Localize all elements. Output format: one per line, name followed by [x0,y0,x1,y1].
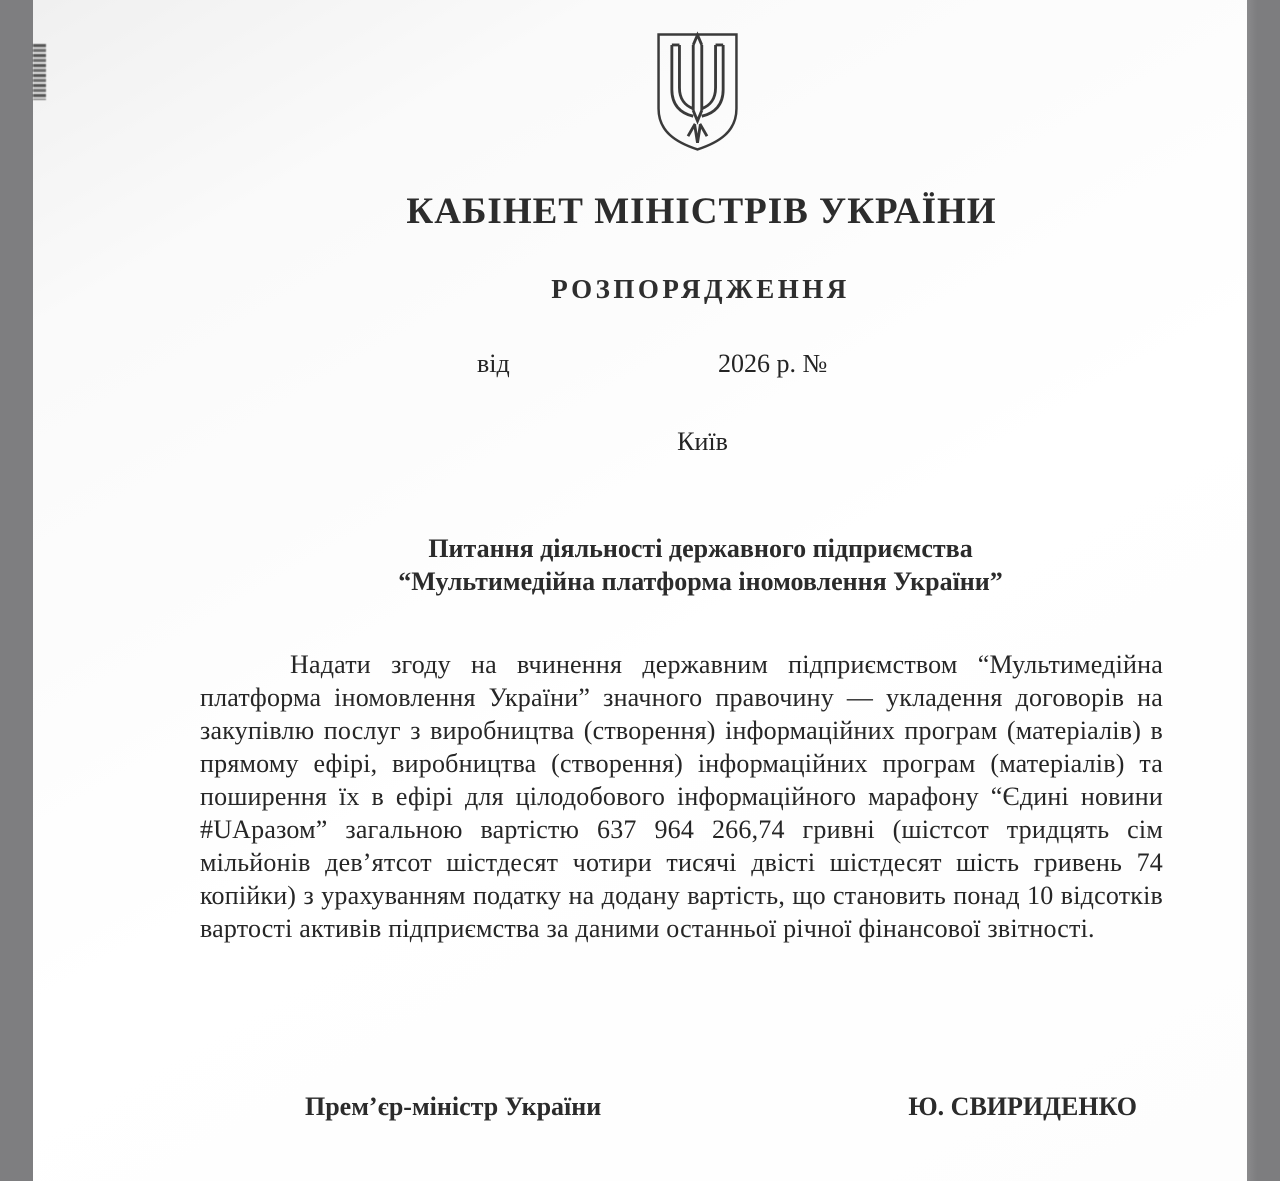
signer-name-label: Ю. СВИРИДЕНКО [908,1092,1137,1121]
document-title-line1: Питання діяльності державного підприємства [428,534,973,563]
body-paragraph: Надати згоду на вчинення державним підприємством “Мультимедійна платформа іномовлення України” значного правочину — укладення договорів на закупівлю послуг з виробництва (створення) інформаційних програм (матеріалів) в прямому ефірі, виробництва (створення) інформаційних програм (матеріалів) та поширення їх в ефірі для цілодобового інформаційного марафону “Єдині новини #UAразом” загальною вартістю 637 964 266,74 гривні (шістсот тридцять сім мільйонів дев’ятсот шістдесят чотири тисячі двісті шістдесят шість гривень 74 копійки) з урахуванням податку на додану вартість, що становить понад 10 відсотків вартості активів підприємства за даними останньої річної фінансової звітності. [200,650,1163,943]
scanner-edge-left [0,0,33,1181]
org-name-heading: КАБІНЕТ МІНІСТРІВ УКРАЇНИ [406,191,997,232]
document-paper [33,0,1247,1181]
document-title-line2: “Мультимедійна платформа іномовлення України” [398,567,1003,596]
signer-position-label: Прем’єр-міністр України [305,1092,602,1121]
date-year-number-label: 2026 р. № [718,349,828,378]
scanner-edge-right [1247,0,1280,1181]
ukraine-trident-icon [650,26,745,157]
date-prefix-label: від [477,349,510,378]
scan-edge-artifact [33,44,46,100]
document-title [219,532,1182,598]
date-line [33,349,1247,383]
signature-row [200,1092,1163,1122]
city-label: Київ [677,427,728,456]
document-type-heading: РОЗПОРЯДЖЕННЯ [551,274,850,304]
